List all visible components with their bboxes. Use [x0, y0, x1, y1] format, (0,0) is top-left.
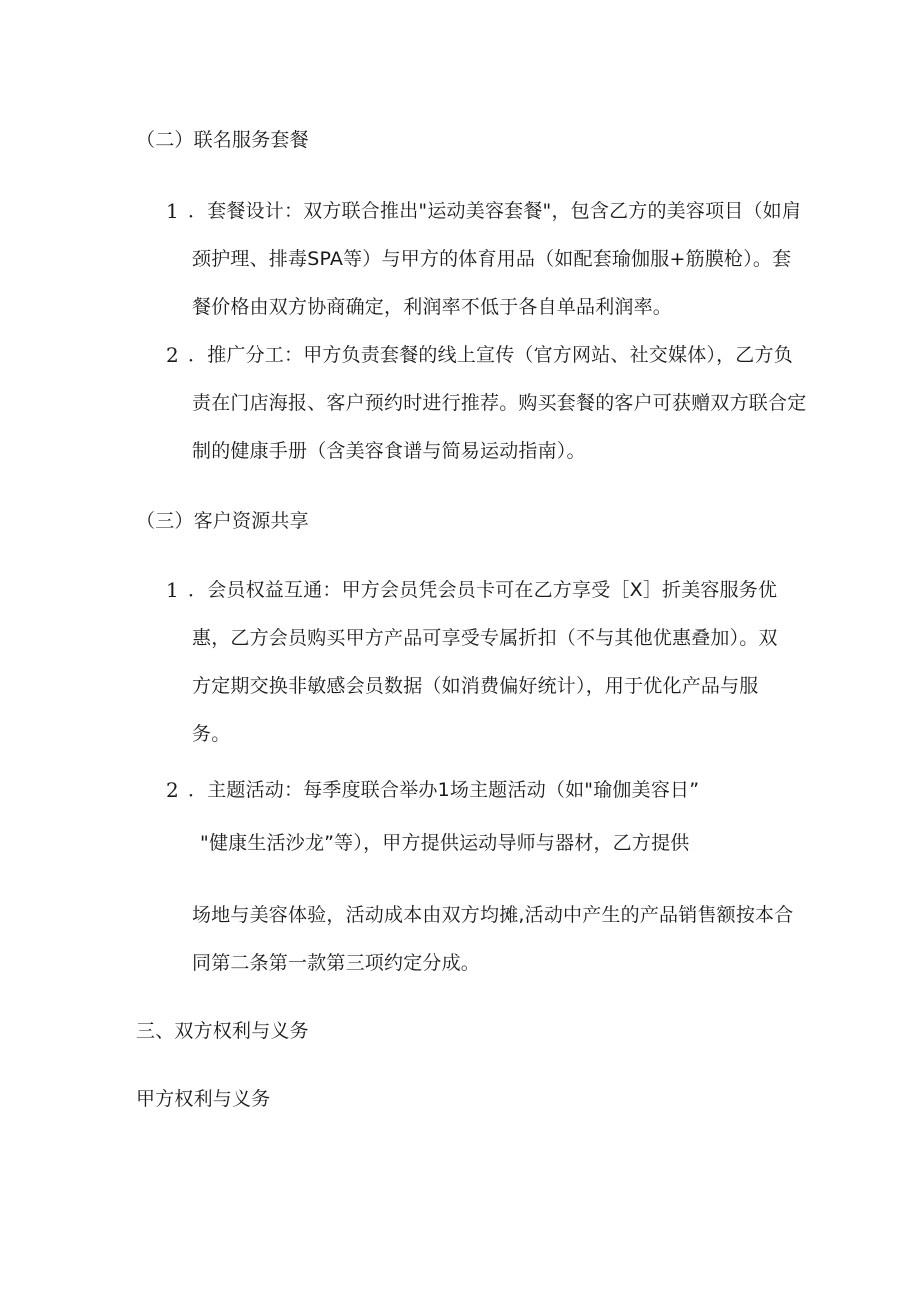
item-number: 1	[166, 199, 179, 223]
item-number: 2	[166, 343, 179, 367]
paragraph-line: 方定期交换非敏感会员数据（如消费偏好统计），用于优化产品与服	[192, 675, 759, 697]
subheading-party-a-rights-and-obligations: 甲方权利与义务	[136, 1088, 271, 1110]
item-number: 2	[166, 778, 179, 802]
paragraph-line: 同第二条第一款第三项约定分成。	[192, 952, 481, 974]
paragraph-line: ．推广分工：甲方负责套餐的线上宣传（官方网站、社交媒体），乙方负	[188, 344, 793, 366]
paragraph-line: "健康生活沙龙”等），甲方提供运动导师与器材，乙方提供	[200, 832, 690, 854]
paragraph-line: ．会员权益互通：甲方会员凭会员卡可在乙方享受［X］折美容服务优	[188, 579, 778, 601]
section-heading-customer-resource-sharing: （三）客户资源共享	[136, 510, 309, 532]
item-number: 1	[166, 578, 179, 602]
chapter-heading-rights-and-obligations: 三、双方权利与义务	[136, 1020, 309, 1042]
paragraph-line: 餐价格由双方协商确定，利润率不低于各自单品利润率。	[192, 296, 673, 318]
paragraph-line: 制的健康手册（含美容食谱与简易运动指南）。	[192, 440, 586, 462]
paragraph-line: 场地与美容体验，活动成本由双方均摊,活动中产生的产品销售额按本合	[192, 904, 794, 926]
list-item-number	[166, 577, 179, 604]
list-item-number	[166, 198, 179, 225]
paragraph-line: 务。	[192, 723, 231, 745]
list-item-number	[166, 342, 179, 369]
section-heading-joint-service-package: （二）联名服务套餐	[136, 129, 309, 151]
paragraph-line: 惠，乙方会员购买甲方产品可享受专属折扣（不与其他优惠叠加）。双	[192, 627, 778, 649]
paragraph-line: ．套餐设计：双方联合推出"运动美容套餐"，包含乙方的美容项目（如肩	[188, 200, 802, 222]
paragraph-line: 颈护理、排毒SPA等）与甲方的体育用品（如配套瑜伽服+筋膜枪）。套	[192, 248, 792, 270]
paragraph-line: ．主题活动：每季度联合举办1场主题活动（如"瑜伽美容日”	[188, 779, 700, 801]
list-item-number	[166, 777, 179, 804]
paragraph-line: 责在门店海报、客户预约时进行推荐。购买套餐的客户可获赠双方联合定	[192, 392, 807, 414]
